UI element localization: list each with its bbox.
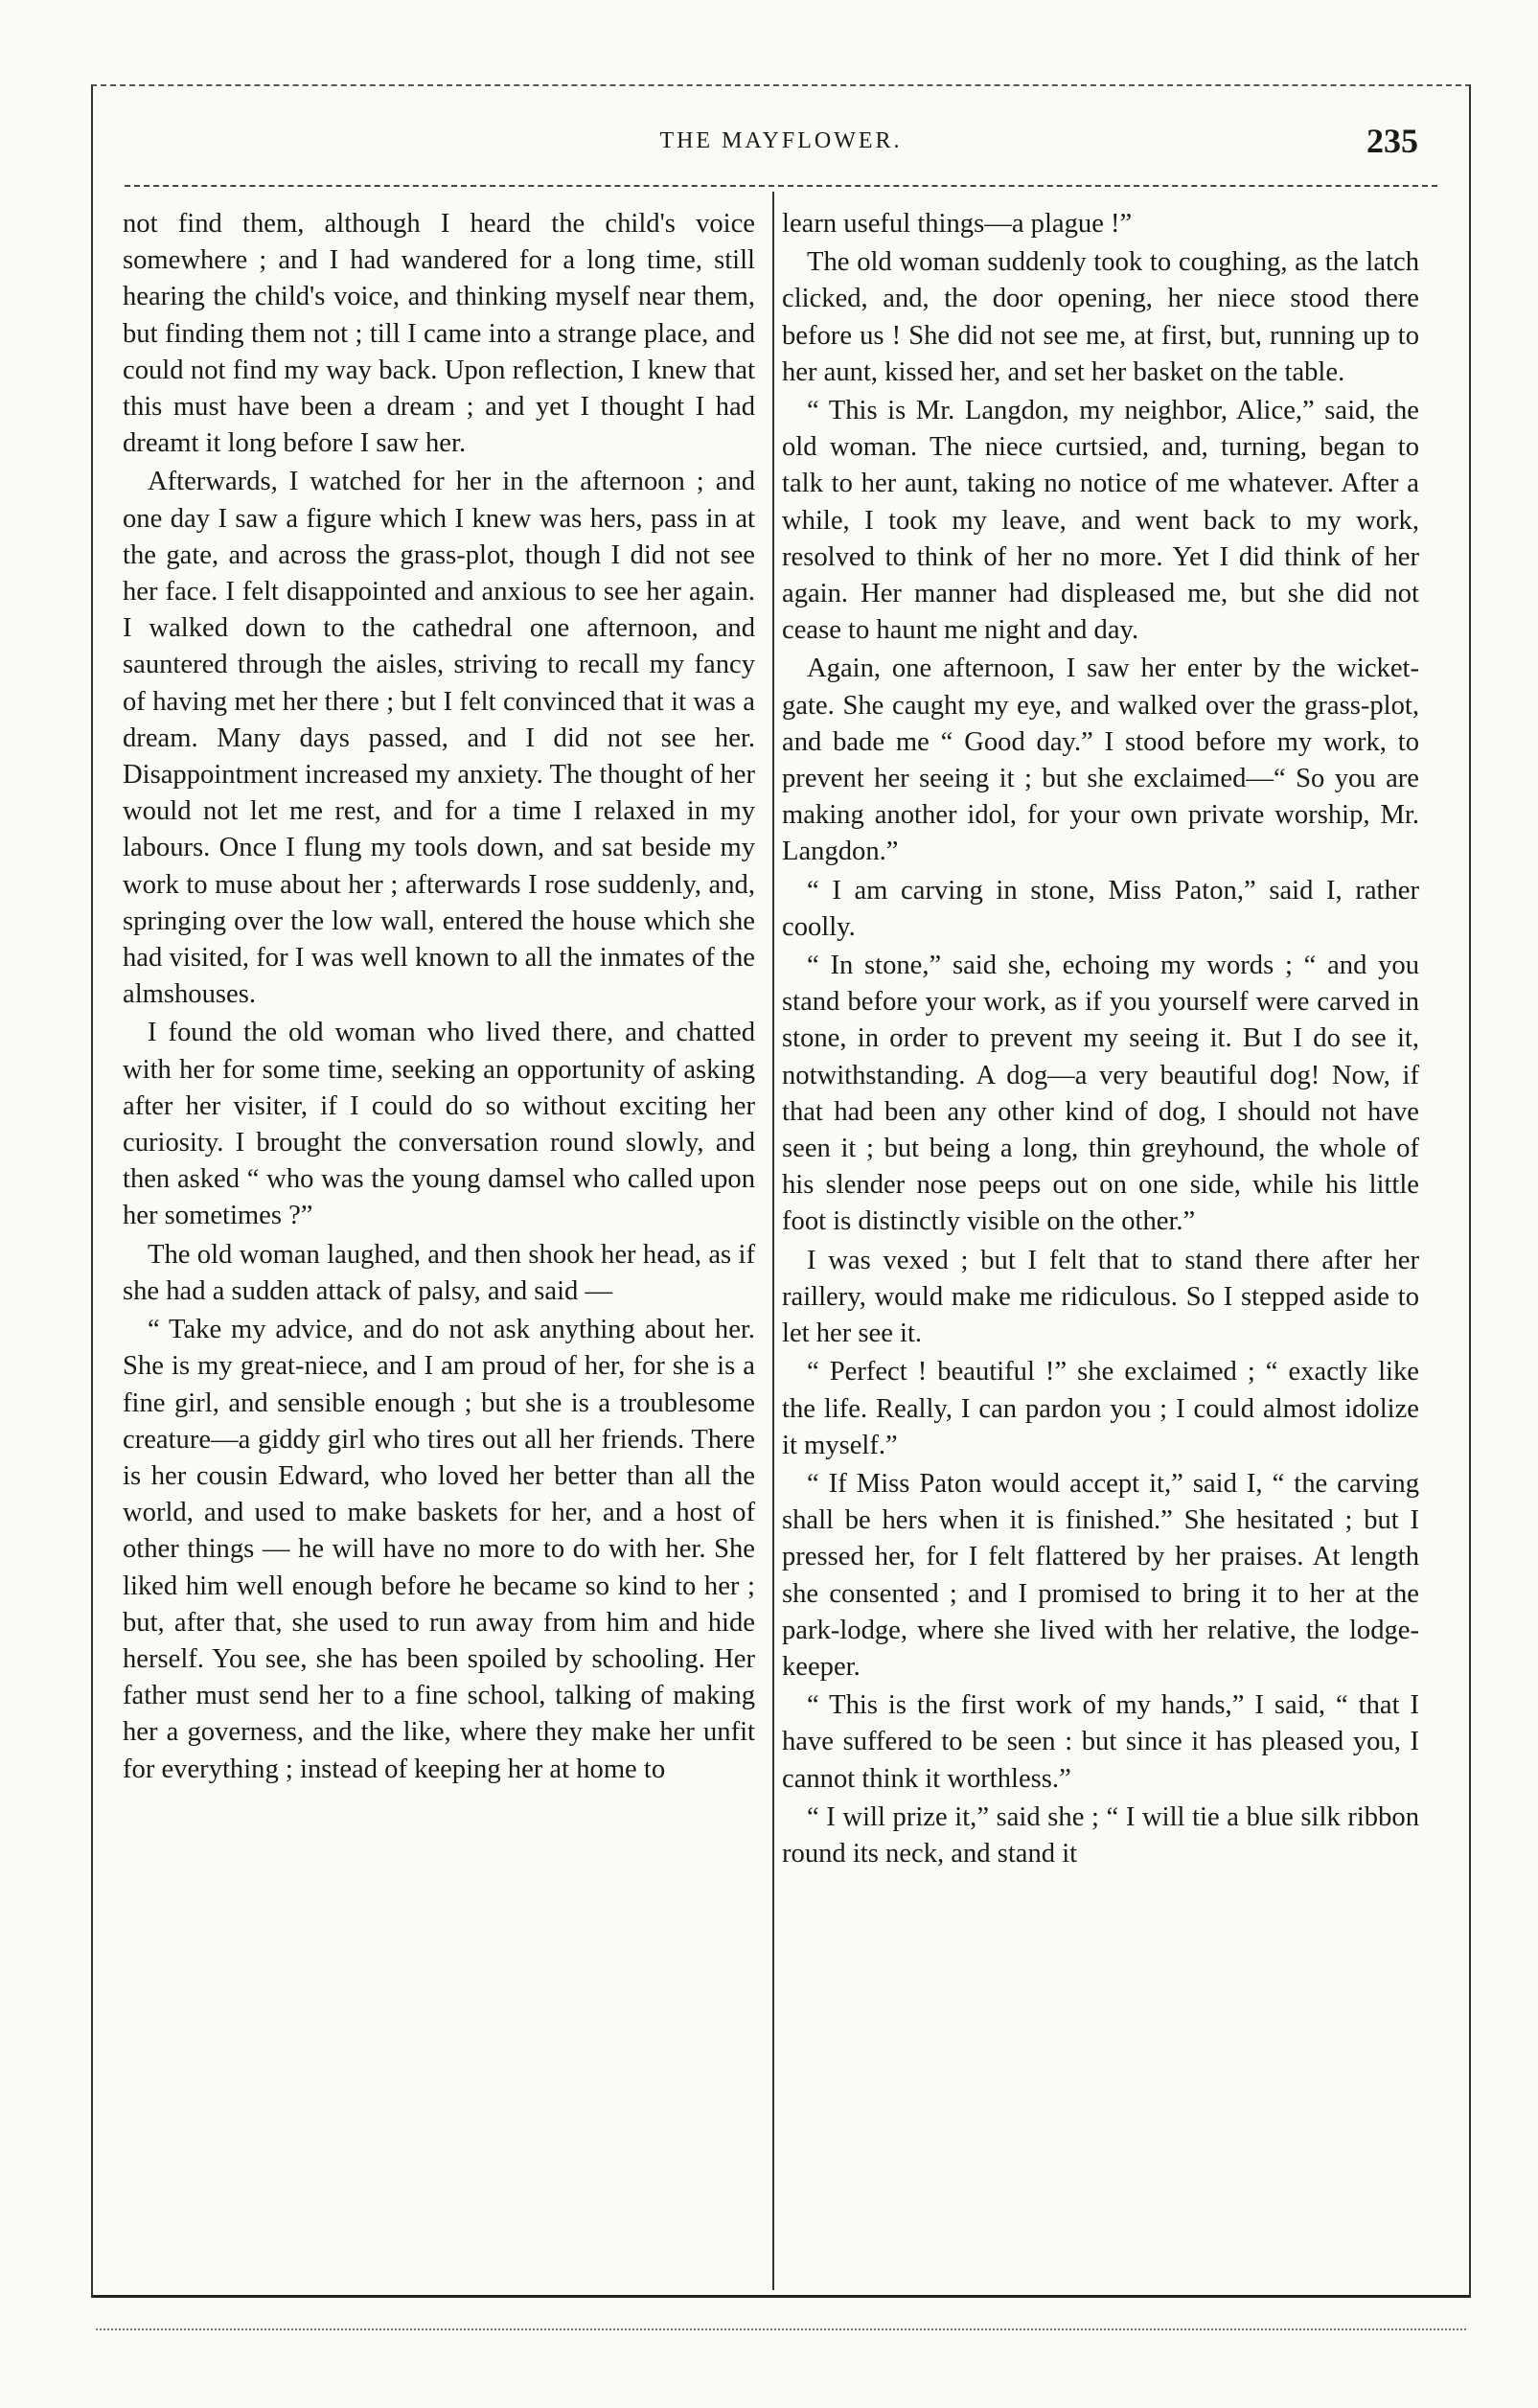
running-title: THE MAYFLOWER. — [659, 128, 903, 153]
header-rule — [125, 185, 1437, 187]
paragraph: “ Perfect ! beautiful !” she exclaimed ; “ exactly like the life. Really, I can pardon you ; I could almost idolize it myself.” — [782, 1357, 1419, 1460]
paragraph: “ In stone,” said she, echoing my words ; “ and you stand before your work, as if you yourself were carved in stone, in order to prevent my seeing it. But I do see it, notwithstanding. A dog—a very beautiful dog! Now, if that had been any other kind of dog, I should not have seen it ; but being a long, thin greyhound, the whole of his slender nose peeps out on one side, while his little foot is distinctly visible on the other.” — [782, 951, 1419, 1237]
paragraph: not find them, although I heard the child's voice somewhere ; and I had wandered for a long time, still hearing the child's voice, and thinking myself near them, but finding them not ; till I came into a strange place, and could not find my way back. Upon reflection, I knew that this must have been a dream ; and yet I thought I had dreamt it long before I saw her. — [123, 209, 755, 459]
paragraph: Afterwards, I watched for her in the afternoon ; and one day I saw a figure which I knew was hers, pass in at the gate, and across the grass-plot, though I did not see her face. I felt disappointed and anxious to see her again. I walked down to the cathedral one afternoon, and sauntered through the aisles, striving to recall my fancy of having met her there ; but I felt convinced that it was a dream. Many days passed, and I did not see her. Disappointment increased my anxiety. The thought of her would not let me rest, and for a time I relaxed in my labours. Once I flung my tools down, and sat beside my work to muse about her ; afterwards I rose suddenly, and, springing over the low wall, entered the house which she had visited, for I was well known to all the inmates of the almshouses. — [123, 467, 755, 1010]
paragraph: I found the old woman who lived there, and chatted with her for some time, seeking an opportunity of asking after her visiter, if I could do so without exciting her curiosity. I brought the conversation round slowly, and then asked “ who was the young damsel who called upon her sometimes ?” — [123, 1018, 755, 1231]
paragraph: “ I am carving in stone, Miss Paton,” said I, rather coolly. — [782, 875, 1419, 942]
column-divider — [772, 192, 774, 2290]
paragraph: “ I will prize it,” said she ; “ I will tie a blue silk ribbon round its neck, and stand it — [782, 1801, 1419, 1869]
page-number: 235 — [1366, 122, 1418, 160]
page-header — [115, 113, 1447, 171]
paragraph: “ This is the first work of my hands,” I said, “ that I have suffered to be seen : but since it has pleased you, I cannot think it worthless.” — [782, 1690, 1419, 1794]
paragraph: Again, one afternoon, I saw her enter by the wicket-gate. She caught my eye, and walked over the grass-plot, and bade me “ Good day.” I stood before my work, to prevent her seeing it ; but she exclaimed—“ So you are making another idol, for your own private worship, Mr. Langdon.” — [782, 654, 1419, 867]
left-column — [123, 206, 755, 2285]
paragraph: learn useful things—a plague !” — [782, 209, 1133, 239]
footer-rule — [96, 2328, 1466, 2330]
paragraph: I was vexed ; but I felt that to stand there after her raillery, would make me ridiculous. So I stepped aside to let her see it. — [782, 1245, 1419, 1349]
paragraph: “ Take my advice, and do not ask anything about her. She is my great-niece, and I am proud of her, for she is a fine girl, and sensible enough ; but she is a troublesome creature—a giddy girl who tires out all her friends. There is her cousin Edward, who loved her better than all the world, and used to make baskets for her, and a host of other things — he will have no more to do with her. She liked him well enough before he became so kind to her ; but, after that, she used to run away from him and hide herself. You see, she has been spoiled by schooling. Her father must send her to a fine school, talking of making her a governess, and the like, where they make her unfit for everything ; instead of keeping her at home to — [123, 1315, 755, 1784]
paragraph: The old woman suddenly took to coughing, as the latch clicked, and, the door opening, her niece stood there before us ! She did not see me, at first, but, running up to her aunt, kissed her, and set her basket on the table. — [782, 247, 1419, 387]
paragraph: “ This is Mr. Langdon, my neighbor, Alice,” said, the old woman. The niece curtsied, and, turning, began to talk to her aunt, taking no notice of me whatever. After a while, I took my leave, and went back to my work, resolved to think of her no more. Yet I did think of her again. Her manner had displeased me, but she did not cease to haunt me night and day. — [782, 396, 1419, 646]
right-column — [782, 206, 1419, 2285]
paragraph: The old woman laughed, and then shook her head, as if she had a sudden attack of palsy, and said — — [123, 1239, 755, 1306]
paragraph: “ If Miss Paton would accept it,” said I, “ the carving shall be hers when it is finished.” She hesitated ; but I pressed her, for I felt flattered by her praises. At length she consented ; and I promised to bring it to her at the park-lodge, where she lived with her relative, the lodge-keeper. — [782, 1468, 1419, 1682]
